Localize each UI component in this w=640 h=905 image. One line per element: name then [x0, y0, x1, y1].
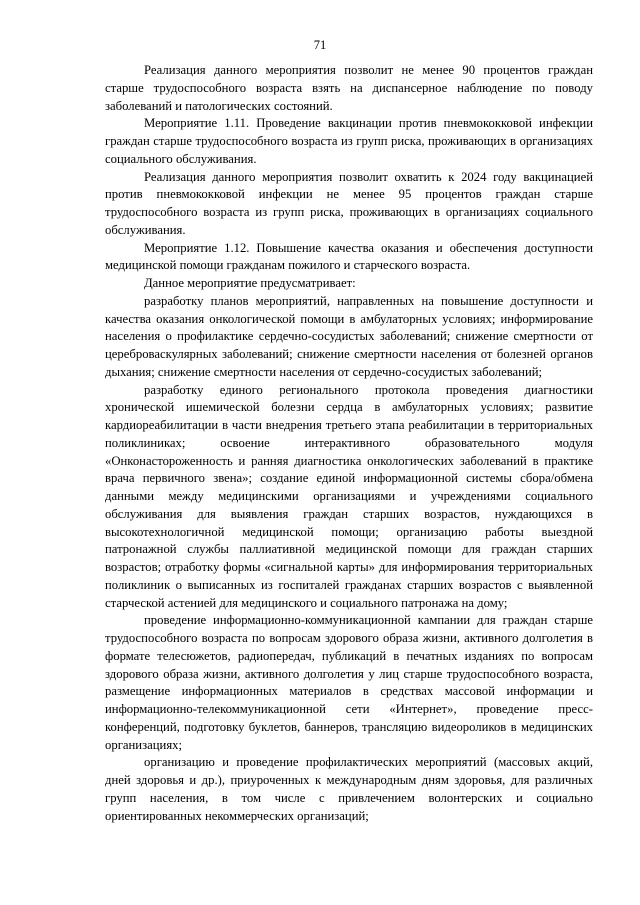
paragraph: Мероприятие 1.12. Повышение качества оказания и обеспечения доступности медицинской помощи гражданам пожилого и старческого возраста. [105, 240, 593, 273]
list-item: организацию и проведение профилактических мероприятий (массовых акций, дней здоровья и др.), приуроченных к международным дням здоровья, для различных групп населения, в том числе с привлечением волонтерских и социально ориентированных некоммерческих организаций; [105, 755, 593, 823]
paragraph: Мероприятие 1.11. Проведение вакцинации против пневмококковой инфекции граждан старше трудоспособного возраста из групп риска, проживающих в организациях социального обслуживания. [105, 116, 593, 166]
paragraph: Реализация данного мероприятия позволит не менее 90 процентов граждан старше трудоспособного возраста взять на диспансерное наблюдение по поводу заболеваний и патологических состояний. [105, 63, 593, 113]
page-number: 71 [313, 38, 327, 52]
list-item: разработку планов мероприятий, направленных на повышение доступности и качества оказания онкологической помощи в амбулаторных условиях; информирование населения о профилактике сердечно-сосудистых заболеваний; снижение смертности от цереброваскулярных заболеваний; снижение смертности населения от болезней органов дыхания; снижение смертности населения от сердечно-сосудистых заболеваний; [105, 293, 593, 379]
paragraph: Реализация данного мероприятия позволит охватить к 2024 году вакцинацией против пневмококковой инфекции не менее 95 процентов граждан старше трудоспособного возраста из групп риска, проживающих в организациях социального обслуживания. [105, 169, 593, 237]
list-item: разработку единого регионального протокола проведения диагностики хронической ишемической болезни сердца в амбулаторных условиях; развитие кардиореабилитации в части внедрения третьего этапа реабилитации в территориальных поликлиниках; освоение интерактивного образовательного модуля «Онконастороженность и ранняя диагностика онкологических заболеваний в практике врача первичного звена»; создание единой информационной системы сбора/обмена данными между медицинскими организациями и учреждениями социального обслуживания для выявления граждан старших возрастов, нуждающихся в высокотехнологичной медицинской помощи; организацию работы выездной патронажной службы паллиативной медицинской помощи для граждан старших возрастов; отработку формы «сигнальной карты» для информирования территориальных поликлиник о выписанных из госпиталей гражданах старших возрастов с выявленной старческой астенией для медицинского и социального патронажа на дому; [105, 382, 593, 610]
document-body [105, 62, 593, 825]
paragraph: Данное мероприятие предусматривает: [144, 276, 356, 290]
list-item: проведение информационно-коммуникационной кампании для граждан старше трудоспособного возраста по вопросам здорового образа жизни, активного долголетия в формате телесюжетов, радиопередач, публикаций в печатных изданиях по вопросам здорового образа жизни, активного долголетия у лиц старше трудоспособного возраста, размещение информационных материалов в средствах массовой информации и информационно-телекоммуникационной сети «Интернет», проведение пресс-конференций, подготовку буклетов, баннеров, трансляцию видеороликов в медицинских организациях; [105, 613, 593, 752]
